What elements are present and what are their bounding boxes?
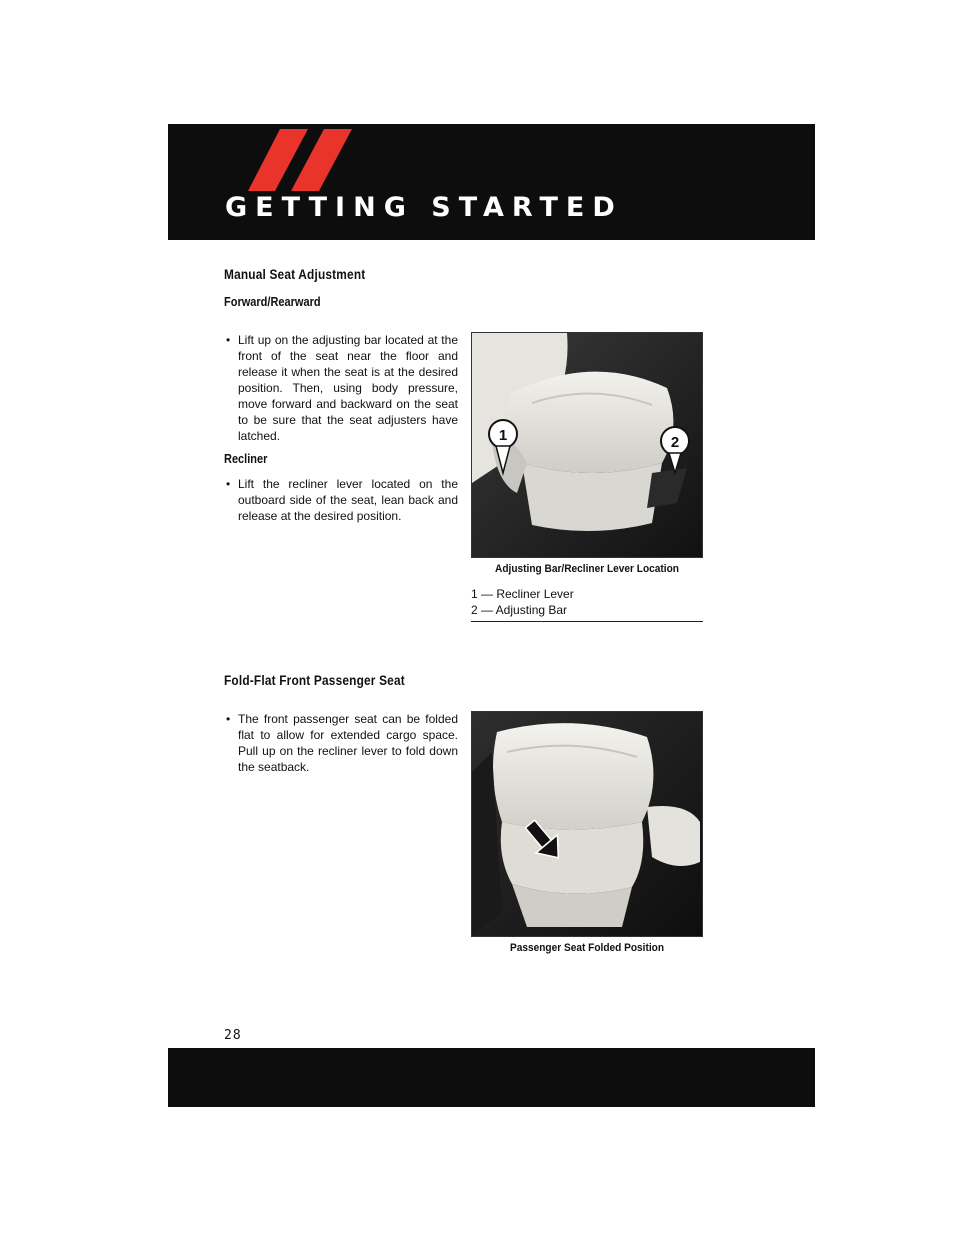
legend-item-adjusting-bar: 2 — Adjusting Bar xyxy=(471,602,568,617)
bullet-recliner: • Lift the recliner lever located on the outboard side of the seat, lean back and release at the desired position. xyxy=(226,477,458,523)
bullet-forward-rearward: • Lift up on the adjusting bar located at the front of the seat near the floor and release it when the seat is at the desired position. Then, using body pressure, move forward and backward on the seat to be sure that the seat adjusters have latched. xyxy=(226,333,458,443)
callout-2: 2 xyxy=(670,434,680,451)
legend-item-recliner-lever: 1 — Recliner Lever xyxy=(471,587,574,601)
seat-folded-photo xyxy=(471,711,703,937)
brand-stripes-logo xyxy=(248,129,388,191)
page-title: GETTING STARTED xyxy=(225,192,623,223)
bullet-mark: • xyxy=(226,477,231,491)
callout-1: 1 xyxy=(498,427,508,444)
bullet-mark: • xyxy=(226,712,231,726)
seat-adjust-photo xyxy=(471,332,703,558)
page-footer xyxy=(168,1048,815,1107)
section-title-manual-seat: Manual Seat Adjustment xyxy=(224,267,366,282)
figure-caption-seat-folded: Passenger Seat Folded Position xyxy=(509,942,665,954)
figure-caption-seat-adjust: Adjusting Bar/Recliner Lever Location xyxy=(495,563,679,575)
bullet-mark: • xyxy=(226,333,231,347)
section-title-fold-flat: Fold-Flat Front Passenger Seat xyxy=(224,673,405,688)
page-number: 28 xyxy=(224,1028,242,1043)
page-header xyxy=(168,124,815,240)
bullet-fold-flat: • The front passenger seat can be folded flat to allow for extended cargo space. Pull up on the recliner lever to fold down the seatback. xyxy=(226,712,458,774)
subsection-title-forward-rearward: Forward/Rearward xyxy=(224,295,321,309)
subsection-title-recliner: Recliner xyxy=(224,452,268,466)
figure-legend xyxy=(471,587,703,622)
